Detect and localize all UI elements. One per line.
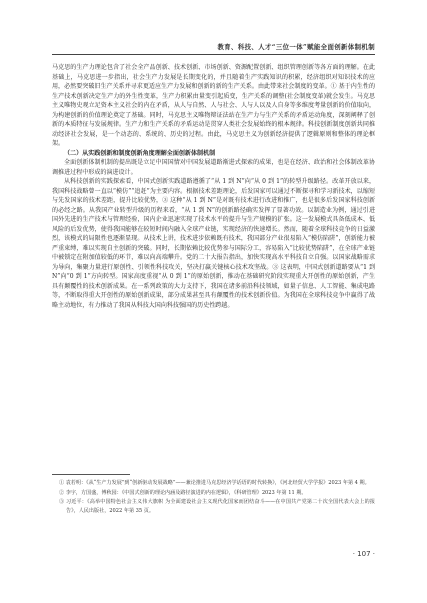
body-paragraph: 马克思的生产力理论包含了社会全产品创新、技术创新、市场创新、资源配置创新、组织管理创新等各方面的理解。在此基础上，马克思进一步指出，社会生产力发展是长期变化的，并且随着生产实践知识的积累，经济组织对知识技术的应用，必然要突破旧生产关系并寻求更适应生产力发展和创新的新的生产关系。由此带来社会制度的变革。① 基于内生性的生产技术创新决定生产力的外生性变革，生产力积累由量变引起质变，生产关系的调整(社会制度变革)就会发生。马克思主义唯物史观立足资本主义社会的内在矛盾，从人与自然、人与社会、人与人以及人自身等多维度考量创新的价值取向，为构建创新的价值理论奠定了基础。同时，马克思主义唯物辩证法站在生产力与生产关系的矛盾运动角度，深刻阐释了创新的本质特征与发展规律。生产力和生产关系的矛盾运动是贯穿人类社会发展始终的根本规律。科技创新制度创新共同推动经济社会发展，是一个动态的、系统的、历史的过程。由此，马克思主义为创新经济提供了逻辑原则和整体的理论框架。 [52, 64, 375, 147]
footnote: ② 李宇，方国盛，傅秋园：《中国式创新的理论内涵及路径演进的内在逻辑》，《科研管理》2023 年第 11 期。 [59, 489, 307, 496]
body-paragraph: 从科技创新的实践探索看，中国式创新实践道路遵循了“从 1 到 N”向“从 0 到 1”的转型升级路径。改革开放以来，我国科技战略曾一直以“模仿”“追赶”为主要内容。根据技术差距理论，后发国家可以通过不断探寻和学习新技术，以缩短与先发国家的技术差距，提升比较优势，③ 这种“从 1 到 N”是对既有技术进行改进和推广，也是很多后发国家科技创新的必经之路。从我国产业转型升级的历程来看，“从 1 到 N”的创新路径确实发挥了显著功效。以制造业为例，通过引进国外先进的生产技术与管理经验，国内企业迅速实现了技术水平的提升与生产规模的扩张。这一发展模式具备低成本、低风险的后发优势，使得我国能够在较短时间内融入全球产业链，实现经济的快速增长。然而，随着全球科技竞争的日益激烈，该模式的局限性也逐渐显现。从技术上讲，技术进步依赖既有技术，我国部分产业很易陷入“模仿陷阱”，创新能力被严重束缚，难以实现自主创新的突破。同时，长期依赖比较优势参与国际分工，容易陷入“比较优势陷阱”，在全球产业链中被锁定在附加值较低的环节，难以向高端攀升。党的二十大报告指出，加快实现高水平科技自立自强。以国家战略需求为导向，集聚力量进行原创性、引领性科技攻关，坚决打赢关键核心技术攻坚战。③ 这表明，中国式创新道路要从“1 到 N”向“0 到 1”方向转型。国家高度重视“从 0 到 1”的原始创新，推动在基础研究阶段实现重大开创性的原始创新，产生具有颠覆性的技术创新成果。在一系列政策的大力支持下，我国在诸多前沿科技领域，如量子信息、人工智能、集成电路等，不断取得重大开创性的原始创新成果，部分成果甚至具有颠覆性的技术创新价值。为我国在全球科技竞争中赢得了战略主动地位，有力推动了我国从科技大国向科技强国的历史性跨越。 [52, 178, 375, 309]
footnotes [52, 479, 375, 516]
footnote: ③ 习近平：《高举中国特色社会主义伟大旗帜 为全面建设社会主义现代化国家而团结奋斗——在中国共产党第二十次全国代表大会上的报告》，人民出版社，2022 年第 35 页。 [59, 499, 375, 514]
header-rule [52, 54, 375, 55]
body-text [52, 63, 375, 310]
footnote: ① 袁若明：《从“生产力发展”到“创新驱动发展战略”——兼论推进马克思经济学话语的时代转换》，《河北经贸大学学报》2023 年第 4 期。 [59, 480, 370, 486]
section-heading: （二）从实践创新和制度创新角度理解全面创新体制机制 [64, 149, 216, 157]
body-paragraph: 全面创新体制机制的提出既是立足中国国情对中国发展道路渐进式探索的成果，也是在经济、政治和社会体制改革协调推进过程中形成的演进设计。 [52, 159, 375, 176]
footnote-rule [52, 474, 130, 475]
page-header: 教育、科技、人才“三位一体”赋能全面创新体制机制 [217, 43, 375, 51]
page-number: · 107 · [352, 550, 375, 558]
